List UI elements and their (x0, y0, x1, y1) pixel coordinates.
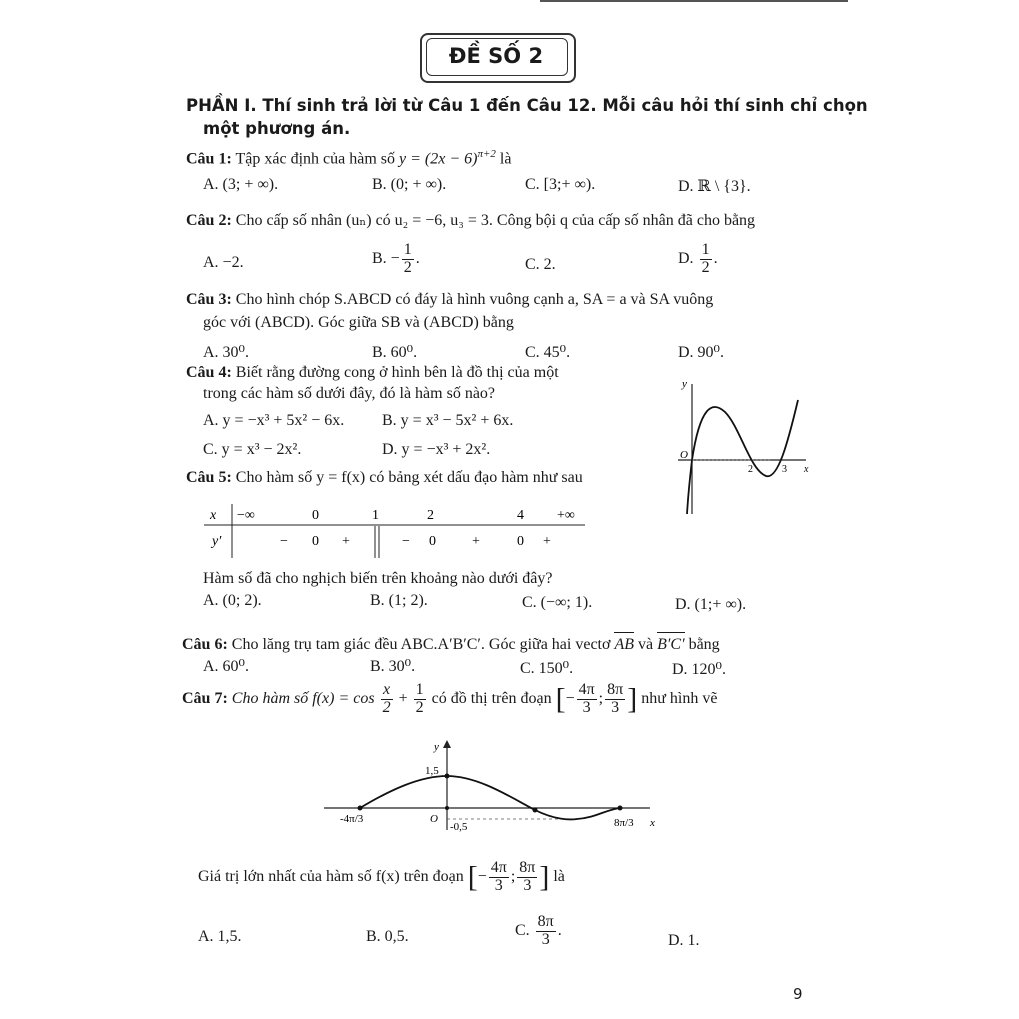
q5-row2-c1: − (280, 534, 288, 549)
q1-stem: Câu 1: Tập xác định của hàm số $y = (2x - 6)^{\pi+2}$ là (186, 148, 512, 168)
q4-tick-2: 2 (748, 464, 753, 475)
q4-option-b: B. y = x³ − 5x² + 6x. (382, 412, 514, 429)
q7-min-label: -0,5 (450, 821, 468, 833)
q5-row2-c8: + (543, 534, 551, 549)
q4-cubic-graph (670, 372, 820, 522)
q6-vector-ab: AB (614, 632, 634, 654)
q7-right-label: 8π/3 (614, 817, 634, 829)
q7-curve (360, 776, 620, 819)
q5-option-d: D. (1;+ ∞). (675, 596, 747, 613)
q7-y-arrow (443, 740, 451, 748)
q1-option-d: D. ℝ \ {3}. (678, 178, 751, 195)
q5-question: Hàm số đã cho nghịch biến trên khoảng nào dưới đây? (203, 570, 553, 587)
q7-option-b: B. 0,5. (366, 928, 409, 945)
q7-max-label: 1,5 (425, 765, 439, 777)
q5-stem: Câu 5: Cho hàm số y = f(x) có bảng xét dấu đạo hàm như sau (186, 469, 583, 486)
q4-option-a: A. y = −x³ + 5x² − 6x. (203, 412, 345, 429)
q4-tick-3: 3 (782, 464, 787, 475)
q2-option-b: B. − $\frac{1}{2}$ . (372, 241, 420, 276)
q4-origin-label: O (680, 449, 688, 461)
q7-x-label: x (650, 817, 655, 829)
q5-row2-c3: + (342, 534, 350, 549)
q4-curve-left (687, 460, 692, 514)
q3-stem-line2: góc với (ABCD). Góc giữa SB và (ABCD) bằng (203, 314, 514, 331)
q5-row1-c4: 2 (427, 508, 434, 523)
q5-option-c: C. (−∞; 1). (522, 594, 593, 611)
q6-option-b: B. 30⁰. (370, 658, 416, 675)
q5-row1-c3: 1 (372, 508, 379, 523)
q7-y-label: y (434, 741, 439, 753)
q5-row1-c2: 0 (312, 508, 319, 523)
q5-row2-c2: 0 (312, 534, 319, 549)
q6-option-d: D. 120⁰. (672, 661, 726, 678)
q5-row1-c1: −∞ (237, 508, 255, 523)
q7-left-label: -4π/3 (340, 813, 364, 825)
q4-x-label: x (804, 464, 809, 475)
q5-row2-c7: 0 (517, 534, 524, 549)
q1-option-c: C. [3;+ ∞). (525, 176, 596, 193)
q6-option-c: C. 150⁰. (520, 660, 574, 677)
q1-option-a: A. (3; + ∞). (203, 176, 279, 193)
q1-option-b: B. (0; + ∞). (372, 176, 447, 193)
q5-row1-head: x (210, 508, 217, 523)
q3-stem-line1: Câu 3: Cho hình chóp S.ABCD có đáy là hình vuông cạnh a, SA = a và SA vuông (186, 291, 714, 308)
q5-row2-c4: − (402, 534, 410, 549)
q7-cos-graph (320, 738, 670, 836)
page-number: 9 (793, 985, 803, 1003)
q7-origin-label: O (430, 813, 438, 825)
q5-row1-c5: 4 (517, 508, 524, 523)
q2-option-d: D. $\frac{1}{2}$ . (678, 241, 718, 276)
q7-question: Giá trị lớn nhất của hàm số f(x) trên đoạn [− $\frac{4\pi}{3}$ ; $\frac{8\pi}{3}$ ] là (198, 859, 565, 894)
q2-stem: Câu 2: Cho cấp số nhân (uₙ) có u₂ = −6, u₃ = 3. Công bội q của cấp số nhân đã cho bằng (186, 212, 756, 229)
q5-row1-c6: +∞ (557, 508, 575, 523)
q4-stem-line1: Câu 4: Biết rằng đường cong ở hình bên là đồ thị của một (186, 364, 559, 381)
part-heading-line2: một phương án. (203, 119, 351, 138)
q6-option-a: A. 60⁰. (203, 658, 249, 675)
q5-row2-c6: + (472, 534, 480, 549)
q4-y-label: y (682, 378, 687, 390)
q5-option-b: B. (1; 2). (370, 592, 428, 609)
q7-point-zero (533, 808, 538, 813)
q2-option-c: C. 2. (525, 256, 556, 273)
q3-option-d: D. 90⁰. (678, 344, 724, 361)
q6-stem: Câu 6: Cho lăng trụ tam giác đều ABC.A′B′C′. Góc giữa hai vectơ AB và B′C′ bằng (182, 632, 720, 654)
q7-point-right (618, 806, 623, 811)
q4-option-c: C. y = x³ − 2x². (203, 441, 302, 458)
q6-vector-bc: B′C′ (657, 632, 684, 654)
q2-option-a: A. −2. (203, 254, 244, 271)
q5-row2-head: y′ (212, 534, 222, 549)
q7-option-c: C. $\frac{8\pi}{3}$ . (515, 913, 562, 948)
q4-option-d: D. y = −x³ + 2x². (382, 441, 491, 458)
q3-option-a: A. 30⁰. (203, 344, 249, 361)
q7-point-max (445, 774, 450, 779)
q7-point-left (358, 806, 363, 811)
part-heading-line1: PHẦN I. Thí sinh trả lời từ Câu 1 đến Câu 12. Mỗi câu hỏi thí sinh chỉ chọn (186, 96, 868, 115)
q7-stem: Câu 7: Cho hàm số f(x) = cos $\frac{x}{2}$ + $\frac{1}{2}$ có đồ thị trên đoạn [− $\frac{4\pi}{3}$ ; $\frac{8\pi}{3}$ ] như hình vẽ (182, 681, 718, 716)
page-title: ĐỀ SỐ 2 (448, 44, 544, 68)
q7-option-a: A. 1,5. (198, 928, 242, 945)
q3-option-b: B. 60⁰. (372, 344, 418, 361)
q7-point-origin (445, 806, 449, 810)
q3-option-c: C. 45⁰. (525, 344, 571, 361)
q5-option-a: A. (0; 2). (203, 592, 262, 609)
q7-option-d: D. 1. (668, 932, 700, 949)
q4-stem-line2: trong các hàm số dưới đây, đó là hàm số nào? (203, 385, 496, 402)
q5-sign-table (200, 500, 590, 562)
top-rule (540, 0, 848, 2)
q5-row2-c5: 0 (429, 534, 436, 549)
